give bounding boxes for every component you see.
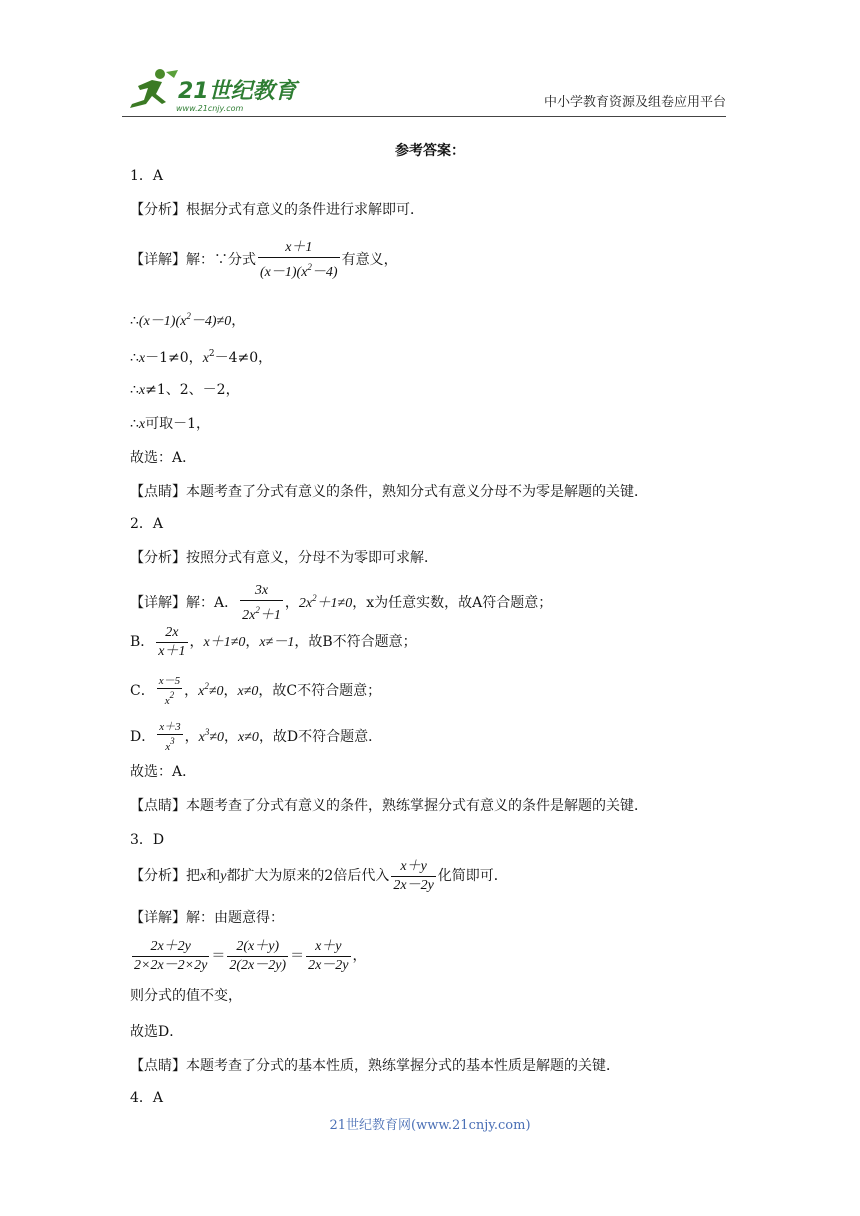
- q1-step2: ∴x－1≠0，$x^2-4\ne 0$，: [130, 349, 273, 366]
- q3-answer: 3．D: [130, 832, 165, 848]
- q3-frac-2: $\frac{2(x+y)}{2(2x-2y)}$: [229, 938, 287, 973]
- runner-icon: [130, 69, 178, 108]
- logo: [122, 68, 312, 114]
- q2-option-c: C． $\frac{x-5}{x^2}$ ，$x^2\ne 0$，x≠0，故C不符合题意；: [130, 674, 382, 707]
- q3-analysis-a: 【分析】把: [130, 868, 200, 884]
- q2-a-tail: ，x为任意实数，故A符合题意；: [352, 595, 553, 611]
- page-footer: 21世纪教育网(www.21cnjy.com): [329, 1118, 531, 1133]
- q3-analysis-b: 和: [206, 868, 221, 884]
- q2-answer: 2．A: [130, 516, 164, 532]
- q1-answer: 1．A: [130, 168, 164, 184]
- svg-text:www.21cnjy.com: www.21cnjy.com: [176, 104, 244, 113]
- q2-b-fraction: $\frac{2x}{x+1}$: [158, 624, 186, 659]
- q2-d-fraction: $\frac{x+3}{x^3}$: [159, 720, 181, 753]
- q1-choice: 故选：A．: [130, 450, 197, 466]
- q2-d-tail: ，故D不符合题意．: [258, 729, 383, 745]
- q3-choice: 故选D．: [130, 1024, 184, 1040]
- q2-choice: 故选：A．: [130, 764, 197, 780]
- header-slogan: 中小学教育资源及组卷应用平台: [543, 95, 726, 110]
- q2-option-b: B． $\frac{2x}{x+1}$ ，x＋1≠0，x≠－1，故B不符合题意；: [130, 624, 417, 659]
- q2-b-prefix: B．: [130, 634, 155, 650]
- svg-text:21世纪教育: 21世纪教育: [178, 79, 297, 104]
- q2-comment: 【点睛】本题考查了分式有意义的条件，熟练掌握分式有意义的条件是解题的关键．: [130, 798, 648, 814]
- q3-analysis-c: 都扩大为原来的2倍后代入: [226, 868, 390, 884]
- q1-comment: 【点睛】本题考查了分式有意义的条件，熟知分式有意义分母不为零是解题的关键．: [130, 484, 648, 500]
- q1-fraction: $\frac{x+1}{(x-1)(x^2-4)}$: [260, 239, 338, 280]
- q1-detail: [130, 236, 398, 284]
- q2-detail-prefix: 【详解】解：A．: [130, 595, 239, 611]
- q2-c-tail: ，故C不符合题意；: [258, 683, 382, 699]
- q3-result: 则分式的值不变，: [130, 988, 242, 1004]
- q1-step1: $\therefore(x-1)(x^2-4)\ne 0$，: [130, 311, 246, 329]
- q1-detail-prefix: 【详解】解：∵分式: [130, 252, 256, 268]
- q1-step3: ∴x≠1、2、－2，: [130, 382, 240, 398]
- q3-frac-3: $\frac{x+y}{2x-2y}$: [308, 938, 349, 973]
- q3-analysis-fraction: $\frac{x+y}{2x-2y}$: [393, 858, 434, 893]
- q3-detail: 【详解】解：由题意得：: [130, 910, 284, 926]
- q3-analysis: 【分析】把x和y都扩大为原来的2倍后代入 $\frac{x+y}{2x-2y}$ 化简即可．: [130, 858, 508, 893]
- q2-b-tail: ，故B不符合题意；: [294, 634, 417, 650]
- q2-analysis: 【分析】按照分式有意义，分母不为零即可求解．: [130, 550, 438, 566]
- q3-frac-1: $\frac{2x+2y}{2\times 2x-2\times 2y}$: [134, 938, 208, 973]
- q3-equation: $\frac{2x+2y}{2\times 2x-2\times 2y}$ ＝ $\frac{2(x+y)}{2(2x-2y)}$ ＝ $\frac{x+y}{2x-2y}$ ，: [134, 938, 367, 973]
- page-header: [122, 62, 726, 117]
- q1-step4: ∴x可取－1，: [130, 416, 211, 432]
- q2-c-fraction: $\frac{x-5}{x^2}$: [158, 674, 181, 707]
- q2-option-d: D． $\frac{x+3}{x^3}$ ，$x^3\ne 0$，x≠0，故D不符合题意．: [130, 720, 383, 753]
- q1-analysis: 【分析】根据分式有意义的条件进行求解即可．: [130, 202, 424, 218]
- q3-analysis-d: 化简即可．: [437, 868, 508, 884]
- q3-comment: 【点睛】本题考查了分式的基本性质，熟练掌握分式的基本性质是解题的关键．: [130, 1058, 620, 1074]
- q2-d-prefix: D．: [130, 729, 156, 745]
- q2-a-fraction: $\frac{3x}{2x^2+1}$: [242, 582, 281, 623]
- q2-c-prefix: C．: [130, 683, 155, 699]
- q1-detail-suffix: 有意义，: [341, 252, 398, 268]
- page-title: 参考答案：: [395, 143, 465, 159]
- q2-option-a: 【详解】解：A． $\frac{3x}{2x^2+1}$ ，$2x^2+1\ne 0$，x为任意实数，故A符合题意；: [130, 582, 553, 623]
- q4-answer: 4．A: [130, 1090, 164, 1106]
